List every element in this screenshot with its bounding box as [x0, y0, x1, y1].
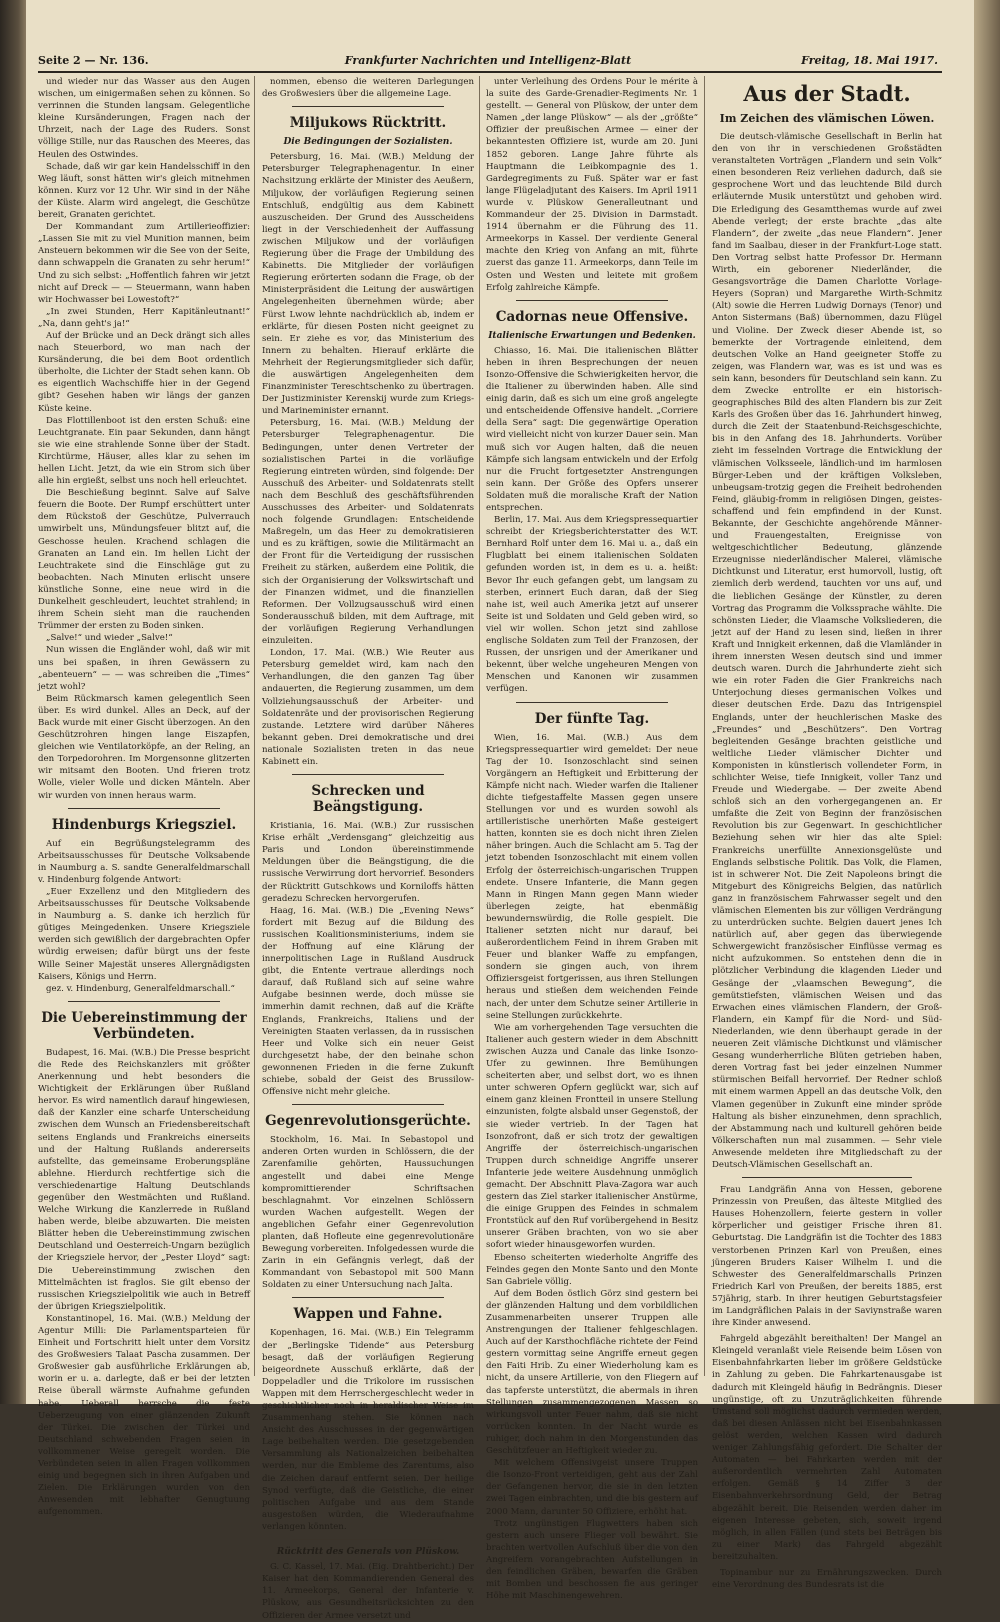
column-3	[486, 76, 698, 1602]
article-separator	[742, 1177, 912, 1178]
column-2	[262, 76, 474, 1621]
article-paragraph: Kristiania, 16. Mai. (W.B.) Zur russischen Krise erhält „Verdensgang“ gleichzeitig aus Paris und London übereinstimmende Meldungen über die Beängstigung, die die russische Verwirrung dort hervorrief. Besonders der Rücktritt Gutschkows und Korniloffs hätten geradezu Schrecken hervorgerufen.	[262, 821, 474, 904]
article-paragraph: Wien, 16. Mai. (W.B.) Aus dem Kriegspressequartier wird gemeldet: Der neue Tag der 10. Isonzoschlacht sind seinen Vorgängern an Heftigkeit und Erbitterung der Kämpfe nicht nach. Wieder warfen die Italiener dichte tiefgestaffelte Massen gegen unsere Stellungen vor und es wurden sowohl als artilleristische unerhörten Maße gesteigert hatten, konnten sie es doch nicht ihren Zielen näher bringen. Auch die Schlacht am 5. Tag der jetzt tobenden Isonzoschlacht mit einem vollen Erfolg der österreichisch-ungarischen Truppen endete. Unsere Infanterie, die Mann gegen Mann in Ringen Mann gegen Mann wieder überlegen zeigte, hat ebenmäßig bewundernswürdig, die Rolle gespielt. Die Italiener setzten nicht nur darauf, bei außerordentlichem Feind in ihrem Graben mit Feuer und blanker Waffe zu empfangen, sondern sie gingen auch, von ihrem Offiziersgeist fortgerissen, aus ihren Stellungen heraus und stießen dem weichenden Feinde nach, der unter dem Schutze seiner Artillerie in seine Stellungen zurückkehrte.	[486, 732, 698, 1021]
article-paragraph: Petersburg, 16. Mai. (W.B.) Meldung der Petersburger Telegraphenagentur. Die Bedingungen, unter denen Vertreter der sozialistischen Partei in die vorläufige Regierung eintreten würden, sind folgende: Der Ausschuß des Arbeiter- und Soldatenrats stellt nach dem Beschluß des geschäftsführenden Ausschusses des Arbeiter- und Soldatenrats noch folgende Grundlagen: Entscheidende Maßregeln, um das Heer zu demokratisieren und es zu kräftigen, sowie die Militärmacht an der Front für die Verteidigung der russischen Freiheit zu stärken, außerdem eine Politik, die sich der Organisierung der Volkswirtschaft und der Finanzen widmet, und die finanziellen Reformen. Der Vollzugsausschuß wird einen Sonderausschuß bilden, mit dem Auftrage, mit der vorläufigen Regierung Verhandlungen einzuleiten.	[262, 418, 474, 647]
article-paragraph: Stockholm, 16. Mai. In Sebastopol und anderen Orten wurden in Schlössern, die der Zarenfamilie gehörten, Haussuchungen angestellt und dabei eine Menge kompromittierender Schriftsachen beschlagnahmt. Vor einzelnen Schlössern wurden Wachen aufgestellt. Wegen der angeblichen Gefahr einer Gegenrevolution planten, daß Hofleute eine gegenrevolutionäre Bewegung vorbereiten. Infolgedessen wurde die Zarin in ein Gefängnis verlegt, daß der Kommandant von Sebastopol mit 500 Mann Soldaten zu einer Untersuchung nach Jalta.	[262, 1135, 474, 1291]
section-title-aus-der-stadt: Aus der Stadt.	[743, 81, 911, 106]
book-binding-left	[0, 0, 26, 1404]
article-paragraph: und wieder nur das Wasser aus den Augen wischen, um einigermaßen sehen zu können. So verrinnen die Stunden langsam. Gelegentliche kleine Kursänderungen, Fragen nach der Uhrzeit, nach der Lage des Ruders. Sonst völlige Stille, nur das Rauschen des Meeres, das Heulen des Ostwindes.	[38, 77, 250, 160]
article-paragraph: Konstantinopel, 16. Mai. (W.B.) Meldung der Agentur Milli: Die Parlamentsparteien für Einheit und Fortschritt hielt unter dem Vorsitz des Großwesiers Talaat Pascha zusammen. Der Großwesier gab ausführliche Erklärungen ab, worin er u. a. darlegte, daß er bei der letzten Reise überall wärmste Aufnahme gefunden habe. Ueberall herrsche die feste Ueberzeugung von einer glänzenden Zukunft der Türkei. Die zwischen der Türkei und Deutschland schwebenden Fragen seien in vollkommener Weise geregelt worden. Die Verbündeten seien in allen Fragen vollkommen einig und begegnen sich in ihren Aufgaben und Zielen. Die Erklärungen wurden von den Anwesenden mit lebhafter Genugtuung aufgenommen.	[38, 1313, 250, 1518]
column-1	[38, 76, 250, 1518]
headline-pluskow: Rücktritt des Generals von Plüskow.	[276, 1547, 460, 1558]
article-paragraph: „Euer Exzellenz und den Mitgliedern des Arbeitsausschusses für Deutsche Volksabende in Naumburg a. S. danke ich herzlich für gütiges Meingedenken. Unsere Kriegsziele werden sich gewißlich der dargebrachten Opfer würdig erweisen; dafür bürgt uns der feste Wille Seiner Majestät unseres Allergnädigsten Kaisers, Königs und Herrn.	[38, 887, 250, 982]
subheadline: Die Bedingungen der Sozialisten.	[283, 137, 453, 148]
headline-wappen: Wappen und Fahne.	[293, 1306, 443, 1323]
headline-miljukow: Miljukows Rücktritt.	[289, 115, 447, 132]
header-rule	[38, 71, 942, 73]
article-paragraph: London, 17. Mai. (W.B.) Wie Reuter aus Petersburg gemeldet wird, kam nach den Verhandlungen, die den ganzen Tag über andauerten, die Regierung zusammen, um dem Vollziehungsausschuß der Arbeiter- und Soldatenräte und der provisorischen Regierung zustande. Letztere wird darüber Näheres bekannt geben. Drei demokratische und drei nationale Sozialisten treten in das neue Kabinett ein.	[262, 648, 474, 767]
headline-schrecken: Schrecken und Beängstigung.	[311, 783, 425, 816]
column-4	[712, 76, 942, 1591]
article-paragraph: Beim Rückmarsch kamen gelegentlich Seen über. Es wird dunkel. Alles an Deck, auf der Back wurde mit einer Gischt überzogen. An den Geschützrohren hingen lange Eiszapfen, gleichen wie Ventilatorköpfe, an der Reling, an den Torpedorohren. Im Morgensonne glitzerten wir mitsamt den Booten. Und frieren trotz Wolle, vieler Wolle und dicken Mänteln. Aber wir wurden von innen heraus warm.	[38, 693, 250, 801]
article-paragraph: Berlin, 17. Mai. Aus dem Kriegspressequartier schreibt der Kriegsberichterstatter des W.T. Bernhard Rolf unter dem 16. Mai u. a., daß ein Flugblatt bei einem italienischen Soldaten gefunden worden ist, in dem es u. a. heißt: Bevor Ihr euch gefangen gebt, um langsam zu sterben, erinnert Euch daran, daß der Sieg nahe ist, weil auch Amerika jetzt auf unserer Seite ist und Soldaten und Geld geben wird, so viel wir wollen. Schon jetzt sind zahllose englische Soldaten zum Teil der Franzosen, der Russen, der unsrigen und der Amerikaner und bekennt, über welche ungeheuren Mengen von Menschen und Kanonen wir zusammen verfügen.	[486, 515, 698, 695]
headline-fuenfte-tag: Der fünfte Tag.	[534, 710, 650, 727]
headline-uebereinstimmung: Die Uebereinstimmung der Verbündeten.	[41, 1009, 247, 1042]
article-paragraph: nommen, ebenso die weiteren Darlegungen des Großwesiers über die allgemeine Lage.	[262, 77, 474, 100]
article-paragraph: Budapest, 16. Mai. (W.B.) Die Presse bespricht die Rede des Reichskanzlers mit größter Anerkennung und hebt besonders die Wichtigkeit der Erklärungen über Rußland hervor. Es wird namentlich darauf hingewiesen, daß der Kanzler eine scharfe Unterscheidung zwischen dem Wunsch an Friedensbereitschaft seitens Englands und Frankreichs einerseits und der Haltung Rußlands andererseits aufstellte, das gemeinsame Eroberungspläne ablehne. Hierdurch rechtfertige sich die verschiedenartige Haltung Deutschlands gegenüber den Westmächten und Rußland. Welche Wirkung die Kanzlerrede in Rußland haben werde, bleibe abzuwarten. Die meisten Blätter heben die Uebereinstimmung zwischen Deutschland und Oesterreich-Ungarn bezüglich der Kriegsziele hervor, der „Pester Lloyd“ sagt: Die Uebereinstimmung zwischen den Mittelmächten ist fraglos. Sie gilt ebenso der russischen Kriegszielpolitik wie auch in Betreff der übrigen Kriegszielpolitik.	[38, 1047, 250, 1312]
article-paragraph: unter Verleihung des Ordens Pour le mérite à la suite des Garde-Grenadier-Regiments Nr. 1 gestellt. — General von Plüskow, der unter dem Namen „der lange Plüskow“ — als der „größte“ Offizier der preußischen Armee — einer der bekanntesten Offiziere ist, wurde am 20. Juni 1852 geboren. Lange Jahre führte als Hauptmann die Leibkompagnie des 1. Gardegregiments zu Fuß. Später war er fast lange Flügeladjutant des Kaisers. Im April 1911 wurde v. Plüskow Generalleutnant und Kommandeur der 25. Division in Darmstadt. 1914 übernahm er die Führung des 11. Armeekorps in Kassel. Der verdiente General machte den Krieg von Anfang an mit, führte zuerst das ganze 11. Armeekorps, dann Teile im Osten und Westen und leitete mit großem Erfolg zahlreiche Kämpfe.	[486, 77, 698, 293]
article-paragraph: Fahrgeld abgezählt bereithalten! Der Mangel an Kleingeld veranlaßt viele Reisende beim Lösen von Eisenbahnfahrkarten lieber im größere Geldstücke in Zahlung zu geben. Die Fahrkartenausgabe ist dadurch mit Kleingeld häufig in Bedrängnis. Dieser ungünstige, oft zu Unzuträglichkeiten führende Umstand soll möglichst dadurch vermieden werden, daß bei diesen Anlässen nicht bei Eisenbahnkassen gelöst werden, welchen Kassen wird dadurch weniger Zahlungsfähig gefordert. Die Schalter der Automaten — bei Fahrkarten werden mit der außerordentlich vermehrten Zahl Automaten erfolgen. Gemäß § 14 Ziffer 3 der Eisenbahnverkehrsordnung Geld, der Betrag abgezählt bereit. Die Reisenden werden daher im eigenen Interesse gebeten, sich, soweit irgend möglich, in allen Fällen (und stets bei Beträgen bis zu einer Mark) das Fahrgeld abgezählt bereitzuhalten.	[712, 1334, 942, 1562]
column-divider	[254, 76, 255, 1376]
subheadline: Im Zeichen des vlämischen Löwen.	[719, 112, 935, 125]
headline-cadorna: Cadornas neue Offensive.	[495, 308, 689, 325]
article-separator	[292, 1539, 444, 1540]
article-paragraph: Wie am vorhergehenden Tage versuchten die Italiener auch gestern wieder in dem Abschnitt zwischen Auzza und Canale das linke Isonzo-Ufer zu gewinnen. Ihre Bemühungen scheiterten aber, und selbst dort, wo es ihnen unter schweren Opfern geglückt war, sich auf einem ganz kleinen Frontteil in unsere Stellung einzunisten, folgte alsbald unser Gegenstoß, der sie wieder vertrieb. In der Tagen hat Isonzofront, daß er sich trotz der gewaltigen Angriffe der österreichisch-ungarischen Truppen durch schneidige Angriffe unserer Infanterie jede weitere Ausdehnung unmöglich gemacht. Der Abschnitt Plava-Zagora war auch gestern das Ziel starker italienischer Anstürme, die einige Gruppen des Feindes in schmalem Frontstück auf den Ruf vorübergehend in Besitz unserer Gräben brachten, von wo sie aber sofort wieder hinausgeworfen wurden.	[486, 1022, 698, 1251]
article-paragraph: Ebenso scheiterten wiederholte Angriffe des Feindes gegen den Monte Santo und den Monte San Gabriele völlig.	[486, 1252, 698, 1287]
article-paragraph: Die Beschießung beginnt. Salve auf Salve feuern die Boote. Der Rumpf erschüttert unter dem Rückstoß der Geschütze, Pulverrauch umwirbelt uns, Mündungsfeuer blitzt auf, die Geschosse heulen. Krachend schlagen die Granaten an Land ein. Im hellen Licht der Leuchtrakete sind die Einschläge gut zu beobachten. Nach Minuten erlischt unsere künstliche Sonne, eine neue wird in die Dunkelheit geschleudert, leuchtet strahlend; in ihrem Schein sieht man die rauchenden Trümmer der ersten zu Boden sinken.	[38, 488, 250, 632]
headline-hindenburg: Hindenburgs Kriegsziel.	[51, 816, 237, 833]
article-paragraph: Kopenhagen, 16. Mai. (W.B.) Ein Telegramm der „Berlingske Tidende“ aus Petersburg besagt, daß der vorläufigen Regierung beigeordnete Ausschuß erklärte, daß der Doppeladler und die Trikolore im russischen Wappen mit dem Herrschergeschlecht weder in geschichtlicher noch in heraldischer Weise im Zusammenhang stehen. Sie können nach Ansicht des Ausschusses in der gegenwärtigen Lage beibehalten werden. Die gesetzgebenden Versammlung als Nationalzeichen beibehalten werden, nur die Embleme des Zarentums, also die Zeichen darauf entfernt seien. Der heilige Synod verfügte, daß die Geistliche, die einer politischen Aufgabe und aus dem Stande ausgestoßen würden, die Wiederaufnahme verlangen könnten.	[262, 1328, 474, 1532]
article-paragraph: Topinambur nur zu Ernährungszwecken. Durch eine Verordnung des Bundesrats ist die	[712, 1567, 942, 1591]
article-paragraph: Nun wissen die Engländer wohl, daß wir mit uns bei spaßen, in ihren Gewässern zu „abenteuern“ — — was schreiben die „Times“ jetzt wohl?	[38, 645, 250, 692]
newspaper-title: Frankfurter Nachrichten und Intelligenz-Blatt	[344, 54, 632, 67]
article-paragraph: Trotz ungünstigen Flugwetters haben sich gestern auch unsere Flieger voll bewährt. Sie brachten wertvollen Aufschluß über die von den Angreifern vorangebrachten Aufstellungen in den feindlichen Gräben, bewarfen die Gräben mit Bomben und beschossen fie aus geringer Höhe mit Maschinengewehren.	[486, 1518, 698, 1602]
article-paragraph: Haag, 16. Mai. (W.B.) Die „Evening News“ fordert mit Bezug auf die Bildung des russischen Koalitionsministeriums, indem sie der Hoffnung auf eine Klärung der innerpolitischen Lage in Rußland Ausdruck gibt, die Entente vertraue allerdings noch darauf, daß Rußland sich auf seine wahre Aufgabe besinnen werde, doch müsse sie immerhin damit rechnen, daß auf die Kräfte Englands, Frankreichs, Italiens und der Vereinigten Staaten verlassen, da in russischen Heer und Volke sich ein neuer Geist durchgesetzt habe, der den beinahe schon gewonnenen Frieden in die ferne Zukunft schiebe, sobald der Geist des Brussilow-Offensive nicht mehr gleiche.	[262, 905, 474, 1098]
article-paragraph: Das Flottillenboot ist den ersten Schuß: eine Leuchtgranate. Ein paar Sekunden, dann hängt sie wie eine strahlende Sonne über der Stadt. Kirchtürme, Häuser, alles klar zu sehen im hellen Licht. Jetzt, da wie ein Strom sich über alle hin ergießt, selbst uns noch hell erleuchtet.	[38, 415, 250, 487]
article-separator	[68, 1001, 220, 1002]
book-binding-right	[974, 0, 1000, 1404]
article-paragraph: Schade, daß wir gar kein Handelsschiff in den Weg läuft, sonst hätten wir's gleich mitnehmen können. Kurz vor 12 Uhr. Wir sind in der Nähe der Küste. Alarm wird angelegt, die Geschütze bereit, Granaten gerichtet.	[38, 161, 250, 221]
article-separator	[292, 106, 444, 107]
article-paragraph: Petersburg, 16. Mai. (W.B.) Meldung der Petersburger Telegraphenagentur. In einer Nachsitzung erklärte der Minister des Aeußern, Miljukow, der vorläufigen Regierung seinen Entschluß, endgültig aus dem Kabinett auszuscheiden. Der Grund des Ausscheidens liegt in der Verschiedenheit der Auffassung zwischen Miljukow und der vorläufigen Regierung über die Frage der Umbildung des Kabinetts. Die Mitglieder der vorläufigen Regierung erörterten sodann die Frage, ob der Ministerpräsident die Leitung der auswärtigen Angelegenheiten übernehmen würde; aber Fürst Lwow lehnte nachdrücklich ab, indem er erklärte, für diesen Posten nicht geeignet zu sein. Er ziehe es vor, das Ministerium des Innern zu behalten. Hierauf erklärte die Mehrheit der Regierungsmitglieder sich dafür, die auswärtigen Angelegenheiten dem Finanzminister Tereschtschenko zu übertragen. Der Justizminister Kerenskij wurde zum Kriegs- und Marineminister ernannt.	[262, 152, 474, 417]
column-divider	[704, 76, 705, 1376]
subheadline: Italienische Erwartungen und Bedenken.	[488, 330, 696, 341]
article-paragraph: Auf ein Begrüßungstelegramm des Arbeitsausschusses für Deutsche Volksabende in Naumburg a. S. sandte Generalfeldmarschall v. Hindenburg folgende Antwort:	[38, 838, 250, 885]
headline-gegenrevolution: Gegenrevolutionsgerüchte.	[265, 1113, 471, 1130]
page-number: Seite 2 — Nr. 136.	[38, 54, 149, 67]
article-paragraph: „In zwei Stunden, Herr Kapitänleutnant!“ „Na, dann geht's ja!“	[38, 306, 250, 329]
article-paragraph: Auf der Brücke und an Deck drängt sich alles nach Steuerbord, wo man nach der Kursänderung, die bei dem Boot ordentlich überholte, die Lichter der Stadt sehen kann. Ob es eigentlich Wachschiffe hier in der Gegend gibt? Gesehen haben wir längs der ganzen Küste keine.	[38, 330, 250, 414]
article-paragraph: Der Kommandant zum Artillerieoffizier: „Lassen Sie mit zu viel Munition mannen, beim Ansteuern bekommen wir die See von der Seite, dann schwappeln die Granaten zu sehr herum!“ Und zu sich selbst: „Hoffentlich fahren wir jetzt nicht auf Dreck — — Steuermann, wann haben wir Hochwasser bei Lowestoft?“	[38, 222, 250, 305]
article-separator	[516, 702, 668, 703]
column-divider	[479, 76, 480, 1376]
article-separator	[292, 1297, 444, 1298]
article-separator	[292, 774, 444, 775]
issue-date: Freitag, 18. Mai 1917.	[801, 54, 938, 67]
article-separator	[516, 300, 668, 301]
article-separator	[68, 808, 220, 809]
article-paragraph: Die deutsch-vlämische Gesellschaft in Berlin hat den von ihr in verschiedenen Großstädten veranstalteten Vorträgen „Flandern und sein Volk“ einen besonderen Reiz verliehen dadurch, daß sie gesprochene Wort und das leuchtende Bild durch erläuternde Musik unterstützt und gehoben wird. Die Erledigung des Gesamtthemas wurde auf zwei Abende verlegt; der erste brachte „das alte Flandern“, der zweite „das neue Flandern“. Jener fand im Saalbau, dieser in der Frankfurt-Loge statt. Den Vortrag selbst hatte Professor Dr. Hermann Wirth, ein geborener Niederländer, die Gesangsvorträge die Damen Charlotte Vorlage-Heyers (Sopran) und Margarethe Wirth-Schmitz (Alt) sowie die Herren Ludwig Dornays (Tenor) und Anton Sistermans (Baß) übernommen, dazu Flügel und Violine. Der Zweck dieser Abende ist, so bemerkte der Vortragende einleitend, dem deutschen Volke an Hand geeigneter Stoffe zu zeigen, was Flandern war, was es ist und was es sein kann, besonders für Deutschland sein kann. Zu dem Zwecke entrollte er ein historisch-geographisches Bild des alten Flandern bis zur Zeit Karls des Großen über das 16. Jahrhundert hinweg, durch die Zeit der Staatenbund-Reichsgeschichte, bis in den Anfang des 18. Jahrhunderts. Vorüber zieht im fesselnden Vortrage die Entwicklung der vlämischen Volksseele, ländlich-und im harmlosen Bürger-Leben und der kräftigen Volksleben, unbeugsam-trotzig gegen die Freiheit bedrohenden Feind, gläubig-fromm in religiösen Dingen, geistes-schaffend und fein empfindend in der Kunst. Bekannte, der Geschichte angehörende Männer- und Frauengestalten, Ereignisse von weltgeschichtlicher Bedeutung, glänzende Erzeugnisse niederländischer Malerei, vlämische Dichtkunst und Literatur, erst humorvoll, lustig, oft ziemlich derb werdend, tauchten vor uns auf, und die lieblichen Gesänge der Künstler, zu deren Vortrag das Programm die Volkssprache wählte. Die schönsten Lieder, die Vlaamsche Volksliederen, die jetzt auf der Hand zu lesen sind, ließen in ihrer Kraft und Innigkeit erkennen, daß die Vlamländer in ihrem innersten Wesen deutsch sind und immer deutsch waren. Durch die Jahrhunderte zieht sich wie ein roter Faden die Gier Frankreichs nach Unterjochung dieses germanischen Volkes und dieser deutschen Erde. Dazu das Intrigenspiel Englands, unter der heuchlerischen Maske des „Freundes“ und „Beschützers“. Den Vortrag begleitenden Gesänge brachten geistliche und weltliche Lieder vlämischer Dichter und Komponisten in künstlerisch vollendeter Form, in schlichter Weise, tiefe Innigkeit, voller Tanz und Freude und Wiedergabe. — Der zweite Abend schloß sich an den vorhergegangenen an. Er umfaßte die Zeit von Beginn der französischen Revolution bis zur Gegenwart. In geschichtlicher Beziehung sehen wir hier das alte Spiel: Frankreichs unerfüllte Annexionsgelüste und Englands selbstische Politik. Das Volk, die Flamen, ist in schwerer Not. Die Zeit Napoleons bringt die Mitgeburt des Königreichs Belgien, das natürlich ganz in französischem Fahrwasser segelt und den vlämischen Elementen bis zur völligen Verdrängung zu unterdrücken suchte. Belgien dauert jenes Ich natürlich auf, aber gegen das überwiegende Schwergewicht französischer Einflüsse vermag es nicht aufzukommen. So entstehen denn die in plötzlicher Verbindung die klagenden Lieder und Gesänge der „vlaamschen Bewegung“, die gemütstiefsten, vlämischen Weisen und das Erwachen eines vlämischen Flandern, der Groß-Flandern, ein Kampf für die Nord- und Süd-Niederlanden, wie denn überhaupt gerade in der neueren Zeit vlämische Dichtkunst und vlämischer Gesang wunderherrliche Blüten getrieben haben, deren Vortrag fast bei jeder einzelnen Nummer stürmischen Beifall hervorrief. Der Redner schloß mit einem warmen Appell an das deutsche Volk, den Vlamen gegenüber in Zukunft eine minder spröde Haltung als bisher einzunehmen, denn sprachlich, der Abstammung nach und kulturell gehören beide Völkerschaften nun mal zusammen. — Sehr viele Anwesende meldeten ihre Mitgliedschaft zu der Deutsch-Vlämischen Gesellschaft an.	[712, 132, 942, 1170]
article-paragraph: Auf dem Boden östlich Görz sind gestern bei der glänzenden Haltung und dem vorbildlichen Zusammenarbeiten unserer Truppen alle Anstrengungen der Italiener fehlgeschlagen. Auch auf der Karsthochfläche richtete der Feind gestern vormittag seine Angriffe erneut gegen den Faiti Hrib. Zu einer Wiederholung kam es nicht, da unsere Artillerie, von den Fliegern auf das tapferste unterstützt, die abermals in ihren Stellungen zusammengezogenen Massen so wirkungsvoll unter Feuer nahm, daß sie nicht vorrücken konnten. In der Nacht wurde es ruhiger, doch nahm in den Morgenstunden das Geschützfeuer an Heftigkeit wieder zu.	[486, 1288, 698, 1457]
article-paragraph: Frau Landgräfin Anna von Hessen, geborene Prinzessin von Preußen, das älteste Mitglied des Hauses Hohenzollern, feierte gestern in voller körperlicher und geistiger Frische ihren 81. Geburtstag. Die Landgräfin ist die Tochter des 1883 verstorbenen Prinzen Karl von Preußen, eines jüngeren Bruders Kaiser Wilhelm I. und die Schwester des Generalfeldmarschalls Prinzen Friedrich Karl von Preußen, der bereits 1885, erst 57jährig, starb. In ihrer heutigen Geburtstagsfeier im Landgräflichen Palais in der Saviynstraße waren ihre Kinder anwesend.	[712, 1185, 942, 1329]
article-signature: gez. v. Hindenburg, Generalfeldmarschall.“	[46, 983, 235, 994]
page-header	[38, 54, 938, 70]
article-paragraph: Chiasso, 16. Mai. Die italienischen Blätter heben in ihren Besprechungen der neuen Isonzo-Offensive die Schwierigkeiten hervor, die die Italiener zu überwinden haben. Alle sind einig darin, daß es sich um eine groß angelegte und entscheidende Offensive handelt. „Corriere della Sera“ sagt: Die gegenwärtige Operation wird vielleicht nicht von kurzer Dauer sein. Man muß sich vor Augen halten, daß die neuen Kämpfe sich langsam entwickeln und der Erfolg nur die Frucht fortgesetzter Anstrengungen sein kann. Der Größe des Opfers unserer Soldaten muß die moralische Kraft der Nation entsprechen.	[486, 345, 698, 513]
article-paragraph: „Salve!“ und wieder „Salve!“	[46, 633, 173, 644]
article-paragraph: G. C. Kassel, 17. Mai. (Eig. Drahtbericht.) Der Kaiser hat den Kommandierenden General des 11. Armeekorps, General der Infanterie v. Plüskow, aus Gesundheitsrücksichten zu den Offizieren der Armee versetzt und	[262, 1562, 474, 1621]
article-separator	[292, 1104, 444, 1105]
article-paragraph: Mit welchem Offensivgeist unsere Truppen die Isonzo-Front verteidigen, geht aus der Zahl der Gefangenen hervor, die sie in den letzten zwei Tagen einbrachten, und die bis gestern auf 2000 Mann, darunter 50 Offiziere, erhöht hat.	[486, 1458, 698, 1517]
